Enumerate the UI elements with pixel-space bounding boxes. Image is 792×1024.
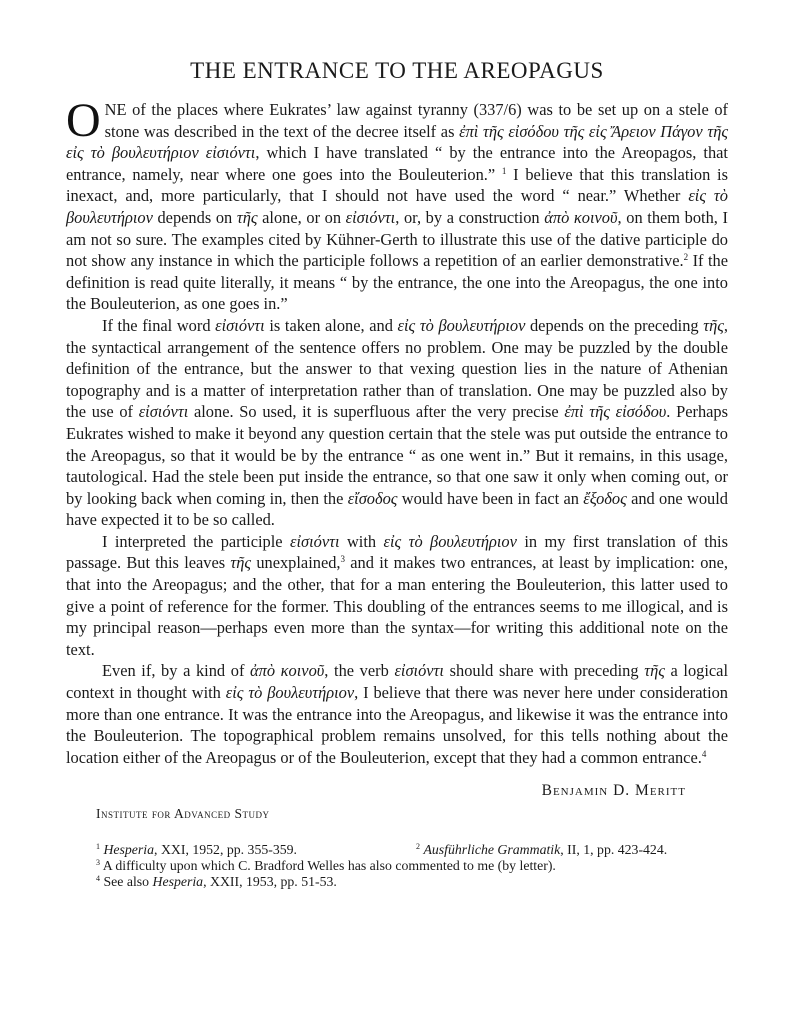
greek-text: εἴσοδος — [347, 488, 398, 508]
footnote-3: $^3$ A difficulty upon which C. Bradford Welles has also commented to me (by letter). — [96, 858, 556, 874]
footnote-ref-2[interactable]: 2 — [683, 252, 689, 263]
greek-text: εἰς τὸ βουλευτήριον — [66, 186, 728, 227]
paragraph-2: If the final word εἰσιόντι is taken alone, and εἰς τὸ βουλευτήριον depends on the preceding τῆς, the syntactical arrangement of the sentence offers no problem. One may be puzzled by the double definition of the entrance, but the answer to that vexing question lies in the nature of Athenian topography and is a matter of interpretation rather than of translation. One may be puzzled also by the use of εἰσιόντι alone. So used, it is superfluous after the very precise ἐπὶ τῆς εἰσόδου. Perhaps Eukrates wished to make it beyond any question certain that the stele was put outside the entrance to the Areopagus, so that it would be by the entrance “ as one went in.” But it remains, in this usage, tautological. Had the stele been put inside the entrance, so that one saw it only when coming out, or by looking back when coming in, then the εἴσοδος would have been in fact an ἔξοδος and one would have expected it to be so called. — [66, 315, 729, 530]
footnote-1: $^1$ Hesperia, XXI, 1952, pp. 355-359. — [96, 842, 297, 858]
footnote-row — [96, 842, 728, 858]
greek-text: εἰσιόντι — [138, 402, 189, 422]
drop-cap: O — [66, 94, 101, 147]
paragraph-4: Even if, by a kind of ἀπὸ κοινοῦ, the verb εἰσιόντι should share with preceding τῆς a logical context in thought with εἰς τὸ βουλευτήριον, I believe that there was never here under consideration more than one entrance. It was the entrance into the Areopagus, and likewise it was the entrance into the Bouleuterion. The topographical problem remains unsolved, for this tells nothing about the location either of the Areopagus or of the Bouleuterion, except that they had a common entrance.$^4$ — [66, 661, 729, 767]
greek-text: τῆς — [703, 315, 724, 335]
greek-text: ἔξοδος — [583, 488, 627, 508]
greek-text: τῆς — [644, 661, 665, 681]
footnote-ref-4[interactable]: 4 — [701, 748, 707, 759]
greek-text: εἰσιόντι — [394, 661, 444, 681]
greek-text: ἀπὸ κοινοῦ — [544, 207, 618, 227]
greek-text: τῆς — [236, 207, 258, 227]
greek-text: ἐπὶ τῆς εἰσόδου — [564, 402, 667, 422]
greek-text: εἰσιόντι — [290, 531, 340, 551]
greek-text: εἰς τὸ βουλευτήριον — [383, 531, 517, 551]
greek-text: εἰσιόντι — [345, 207, 396, 227]
author-name: Benjamin D. Meritt — [541, 782, 686, 800]
footnote-ref-1[interactable]: 1 — [501, 165, 507, 176]
footnote-ref-3[interactable]: 3 — [340, 554, 346, 565]
article-page — [66, 58, 728, 890]
footnote-2: $^2$ Ausführliche Grammatik, II, 1, pp. 423-424. — [416, 842, 668, 858]
article-title: THE ENTRANCE TO THE AREOPAGUS — [190, 58, 604, 83]
greek-text: τῆς — [230, 553, 252, 573]
institute-name: Institute for Advanced Study — [96, 806, 270, 822]
greek-text: εἰς τὸ βουλευτήριον — [397, 315, 526, 335]
greek-text: εἰς τὸ βουλευτήριον — [225, 683, 355, 703]
paragraph-3: I interpreted the participle εἰσιόντι with εἰς τὸ βουλευτήριον in my first translation of this passage. But this leaves τῆς unexplained,$^3$ and it makes two entrances, at least by implication: one, that into the Areopagus; and the other, that for a man entering the Bouleuterion, this latter used to give a point of reference for the former. This doubling of the entrances seems to me illogical, and is my principal reason—perhaps even more than the syntax—for writing this additional note on the text. — [66, 531, 728, 659]
greek-text: ἀπὸ κοινοῦ — [250, 661, 325, 681]
paragraph-1: ONE of the places where Eukrates’ law against tyranny (337/6) was to be set up on a stele of stone was described in the text of the decree itself as ἐπὶ τῆς εἰσόδου τῆς εἰς Ἄρειον Πάγον τῆς εἰς τὸ βουλευτήριον εἰσιόντι, which I have translated “ by the entrance into the Areopagos, that entrance, namely, near where one goes into the Bouleuterion.” $^1$ I believe that this translation is inexact, and, more particularly, that I should not have used the word “ near.” Whether εἰς τὸ βουλευτήριον depends on τῆς alone, or on εἰσιόντι, or, by a construction ἀπὸ κοινοῦ, on them both, I am not so sure. The examples cited by Kühner-Gerth to illustrate this use of the dative participle do not show any instance in which the participle follows a repetition of an earlier demonstrative.$^2$ If the definition is read quite literally, it means “ by the entrance, the one into the Areopagus, the one into the Bouleuterion, as one goes in.” — [66, 94, 729, 314]
greek-text: ἐπὶ τῆς εἰσόδου τῆς εἰς Ἄρειον Πάγον τῆς εἰς τὸ βουλευτήριον εἰσιόντι — [66, 121, 728, 163]
footnote-4: $^4$ See also Hesperia, XXII, 1953, pp. 51-53. — [96, 874, 337, 890]
greek-text: εἰσιόντι — [215, 315, 265, 335]
footnotes — [96, 842, 728, 890]
